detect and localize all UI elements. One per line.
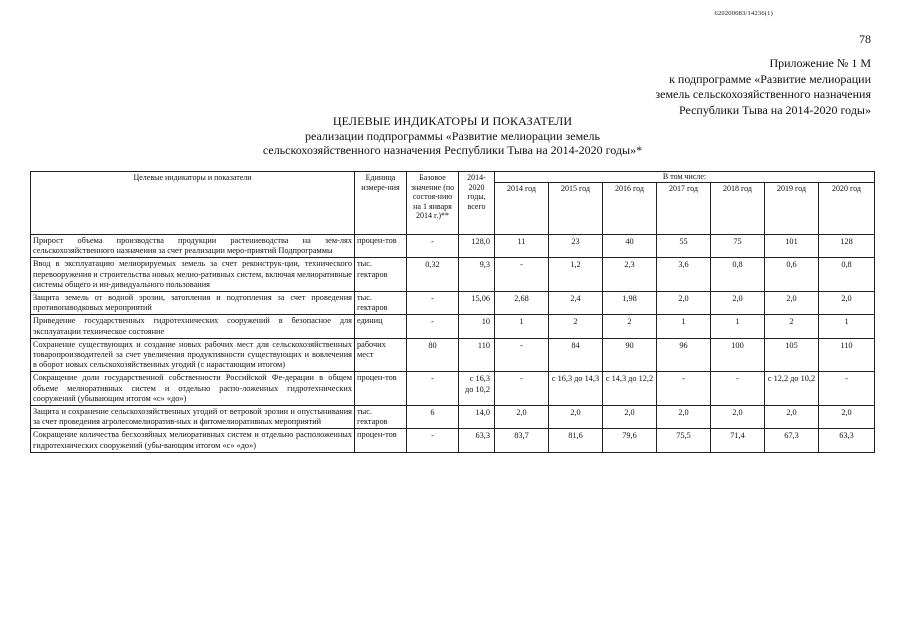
unit-cell: процен-тов (355, 235, 407, 258)
total-cell: 14,0 (459, 406, 495, 429)
year-value-cell: 2,0 (549, 406, 603, 429)
unit-cell: тыс. гектаров (355, 292, 407, 315)
year-value-cell: 105 (765, 338, 819, 372)
appendix-line: к подпрограмме «Развитие мелиорации (669, 71, 871, 86)
header-year: 2019 год (765, 183, 819, 235)
year-value-cell: с 16,3 до 14,3 (549, 372, 603, 406)
indicator-cell: Сокращение доли государственной собственности Российской Фе-дерации в общем объеме мелиоративных систем и отдельно распо-ложенных гидротехнических сооружений (убывающим итогом «с» «до») (31, 372, 355, 406)
year-value-cell: 1 (819, 315, 875, 338)
table-row (31, 292, 875, 315)
year-value-cell: 84 (549, 338, 603, 372)
indicator-cell: Ввод в эксплуатацию мелиорируемых земель за счет реконструк-ции, технического перевооружения и строительства новых мелио-ративных систем, включая мелиоративные системы общего и ин-дивидуального пользования (31, 258, 355, 292)
appendix-header (655, 56, 871, 118)
year-value-cell: 1 (495, 315, 549, 338)
table-row (31, 258, 875, 292)
header-including: В том числе: (495, 172, 875, 183)
base-value-cell: - (407, 429, 459, 452)
unit-cell: тыс. гектаров (355, 258, 407, 292)
total-cell: 9,3 (459, 258, 495, 292)
base-value-cell: 6 (407, 406, 459, 429)
total-cell: 110 (459, 338, 495, 372)
year-value-cell: 0,8 (711, 258, 765, 292)
base-value-cell: 0,32 (407, 258, 459, 292)
year-value-cell: 79,6 (603, 429, 657, 452)
year-value-cell: 40 (603, 235, 657, 258)
year-value-cell: - (819, 372, 875, 406)
table-row (31, 235, 875, 258)
header-base-value: Базовое значение (по состоя-нию на 1 января 2014 г.)** (407, 172, 459, 235)
year-value-cell: 2 (549, 315, 603, 338)
table-body (31, 235, 875, 453)
document-title (0, 114, 905, 158)
year-value-cell: 2,0 (657, 406, 711, 429)
table-row (31, 338, 875, 372)
year-value-cell: 1 (657, 315, 711, 338)
total-cell: 128,0 (459, 235, 495, 258)
appendix-line: Республики Тыва на 2014-2020 годы» (678, 102, 871, 117)
header-year: 2020 год (819, 183, 875, 235)
year-value-cell: 2,0 (819, 406, 875, 429)
header-total: 2014-2020 годы, всего (459, 172, 495, 235)
table-row (31, 406, 875, 429)
year-value-cell: - (495, 372, 549, 406)
year-value-cell: 67,3 (765, 429, 819, 452)
indicator-cell: Сохранение существующих и создание новых рабочих мест для сельскохозяйственных товаропроизводителей за счет увеличения продуктивности существующих и вовлечения в оборот новых сельскохозяйственных угодий (с нарастающим итогом) (31, 338, 355, 372)
year-value-cell: 23 (549, 235, 603, 258)
table-row (31, 429, 875, 452)
year-value-cell: 3,6 (657, 258, 711, 292)
year-value-cell: 2,0 (711, 292, 765, 315)
base-value-cell: - (407, 315, 459, 338)
title-line: ЦЕЛЕВЫЕ ИНДИКАТОРЫ И ПОКАЗАТЕЛИ (332, 114, 573, 128)
header-year: 2017 год (657, 183, 711, 235)
unit-cell: рабочих мест (355, 338, 407, 372)
year-value-cell: с 14,3 до 12,2 (603, 372, 657, 406)
year-value-cell: 2,0 (603, 406, 657, 429)
indicator-cell: Сокращение количества бесхозяйных мелиоративных систем и отдельно расположенных гидротехнических сооружений (убы-вающим итогом «с» «до») (31, 429, 355, 452)
year-value-cell: с 12,2 до 10,2 (765, 372, 819, 406)
year-value-cell: 71,4 (711, 429, 765, 452)
document-number: 620200083/14236(1) (714, 10, 773, 17)
total-cell: 15,06 (459, 292, 495, 315)
year-value-cell: 2,0 (765, 292, 819, 315)
title-line: реализации подпрограммы «Развитие мелиорации земель (305, 128, 600, 143)
indicators-table (30, 171, 875, 453)
year-value-cell: 2 (603, 315, 657, 338)
year-value-cell: 128 (819, 235, 875, 258)
year-value-cell: 2,0 (495, 406, 549, 429)
indicator-cell: Прирост объема производства продукции растениеводства на зем-лях сельскохозяйственного назначения за счет реализации меро-приятий Подпрограммы (31, 235, 355, 258)
year-value-cell: 0,6 (765, 258, 819, 292)
year-value-cell: 2,0 (819, 292, 875, 315)
year-value-cell: 101 (765, 235, 819, 258)
header-year: 2014 год (495, 183, 549, 235)
table-row (31, 315, 875, 338)
year-value-cell: 2,0 (657, 292, 711, 315)
year-value-cell: 110 (819, 338, 875, 372)
year-value-cell: 2,4 (549, 292, 603, 315)
header-year: 2016 год (603, 183, 657, 235)
year-value-cell: 75,5 (657, 429, 711, 452)
year-value-cell: 75 (711, 235, 765, 258)
year-value-cell: - (657, 372, 711, 406)
year-value-cell: 63,3 (819, 429, 875, 452)
year-value-cell: 1,2 (549, 258, 603, 292)
year-value-cell: 96 (657, 338, 711, 372)
year-value-cell: 1 (711, 315, 765, 338)
year-value-cell: 2,0 (711, 406, 765, 429)
base-value-cell: 80 (407, 338, 459, 372)
header-unit: Единица измере-ния (355, 172, 407, 235)
year-value-cell: - (495, 338, 549, 372)
base-value-cell: - (407, 292, 459, 315)
header-year: 2015 год (549, 183, 603, 235)
base-value-cell: - (407, 235, 459, 258)
appendix-line: Приложение № 1 М (769, 56, 871, 70)
year-value-cell: 2 (765, 315, 819, 338)
year-value-cell: 2,68 (495, 292, 549, 315)
year-value-cell: 11 (495, 235, 549, 258)
indicator-cell: Защита земель от водной эрозии, затопления и подтопления за счет проведения противопаводковых мероприятий (31, 292, 355, 315)
unit-cell: единиц (355, 315, 407, 338)
year-value-cell: - (711, 372, 765, 406)
page-number: 78 (859, 32, 871, 46)
year-value-cell: 83,7 (495, 429, 549, 452)
header-indicator: Целевые индикаторы и показатели (31, 172, 355, 235)
base-value-cell: - (407, 372, 459, 406)
title-line: сельскохозяйственного назначения Республики Тыва на 2014-2020 годы»* (262, 143, 643, 157)
year-value-cell: - (495, 258, 549, 292)
unit-cell: процен-тов (355, 372, 407, 406)
year-value-cell: 100 (711, 338, 765, 372)
total-cell: 63,3 (459, 429, 495, 452)
unit-cell: процен-тов (355, 429, 407, 452)
total-cell: с 16,3 до 10,2 (459, 372, 495, 406)
appendix-line: земель сельскохозяйственного назначения (655, 87, 871, 101)
year-value-cell: 2,3 (603, 258, 657, 292)
year-value-cell: 0,8 (819, 258, 875, 292)
year-value-cell: 90 (603, 338, 657, 372)
year-value-cell: 2,0 (765, 406, 819, 429)
table-row (31, 372, 875, 406)
table-header-row (31, 172, 875, 183)
total-cell: 10 (459, 315, 495, 338)
year-value-cell: 1,98 (603, 292, 657, 315)
year-value-cell: 81,6 (549, 429, 603, 452)
year-value-cell: 55 (657, 235, 711, 258)
unit-cell: тыс. гектаров (355, 406, 407, 429)
indicator-cell: Приведение государственных гидротехнических сооружений в безопасное для эксплуатации техническое состояние (31, 315, 355, 338)
header-year: 2018 год (711, 183, 765, 235)
indicator-cell: Защита и сохранение сельскохозяйственных угодий от ветровой эрозии и опустынивания за счет проведения агролесомелиоратив-ных и фитомелиоративных мероприятий (31, 406, 355, 429)
